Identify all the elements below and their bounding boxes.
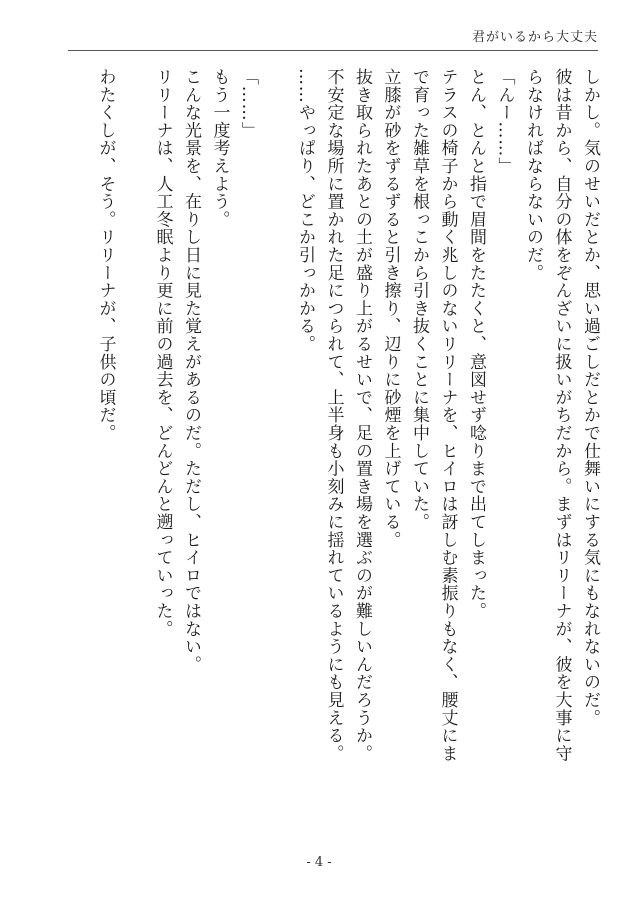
text-column: もう一度考えよう。: [209, 68, 230, 229]
text-column: テラスの椅子から動く兆しのないリリーナを、ヒイロは訝しむ素振りもなく、腰丈にま: [437, 68, 458, 763]
text-column: 「んー……」: [494, 68, 515, 175]
header-divider: [68, 50, 598, 51]
text-column: 「……」: [238, 68, 258, 140]
page-header-title: 君がいるから大丈夫: [471, 30, 598, 45]
text-column: らなければならないのだ。: [523, 68, 543, 282]
page-number: - 4 -: [306, 855, 332, 870]
text-column: こんな光景を、在りし日に見た覚えがあるのだ。ただし、ヒイロではない。: [181, 68, 201, 674]
text-column: 不安定な場所に置かれた足につられて、上半身も小刻みに揺れているようにも見える。: [323, 68, 344, 763]
text-column: 抜き取られたあとの土が盛り上がるせいで、足の置き場を選ぶのが難しいんだろうか。: [352, 68, 372, 763]
text-column: で育った雑草を根っこから引き抜くことに集中していた。: [409, 68, 429, 531]
text-column: 彼は昔から、自分の体をぞんざいに扱いがちだから。まずはリリーナが、彼を大事に守: [551, 68, 572, 763]
text-column: リリーナは、人工冬眠より更に前の過去を、どんどんと遡っていった。: [152, 68, 173, 638]
text-column: しかし。気のせいだとか、思い過ごしだとかで仕舞いにする気にもなれないのだ。: [580, 68, 600, 727]
text-column: わたくしが、そう。リリーナが、子供の頃だ。: [95, 68, 116, 442]
blank-column: [262, 68, 291, 828]
text-column: とん、とんと指で眉間をたたくと、意図せず唸りまで出てしまった。: [466, 68, 486, 620]
text-column: ……やっぱり、どこか引っかかる。: [295, 68, 315, 353]
vertical-text-body: [91, 68, 604, 828]
text-column: 立膝が砂をずるずると引き擦り、辺りに砂煙を上げている。: [380, 68, 401, 549]
blank-column: [120, 68, 149, 828]
